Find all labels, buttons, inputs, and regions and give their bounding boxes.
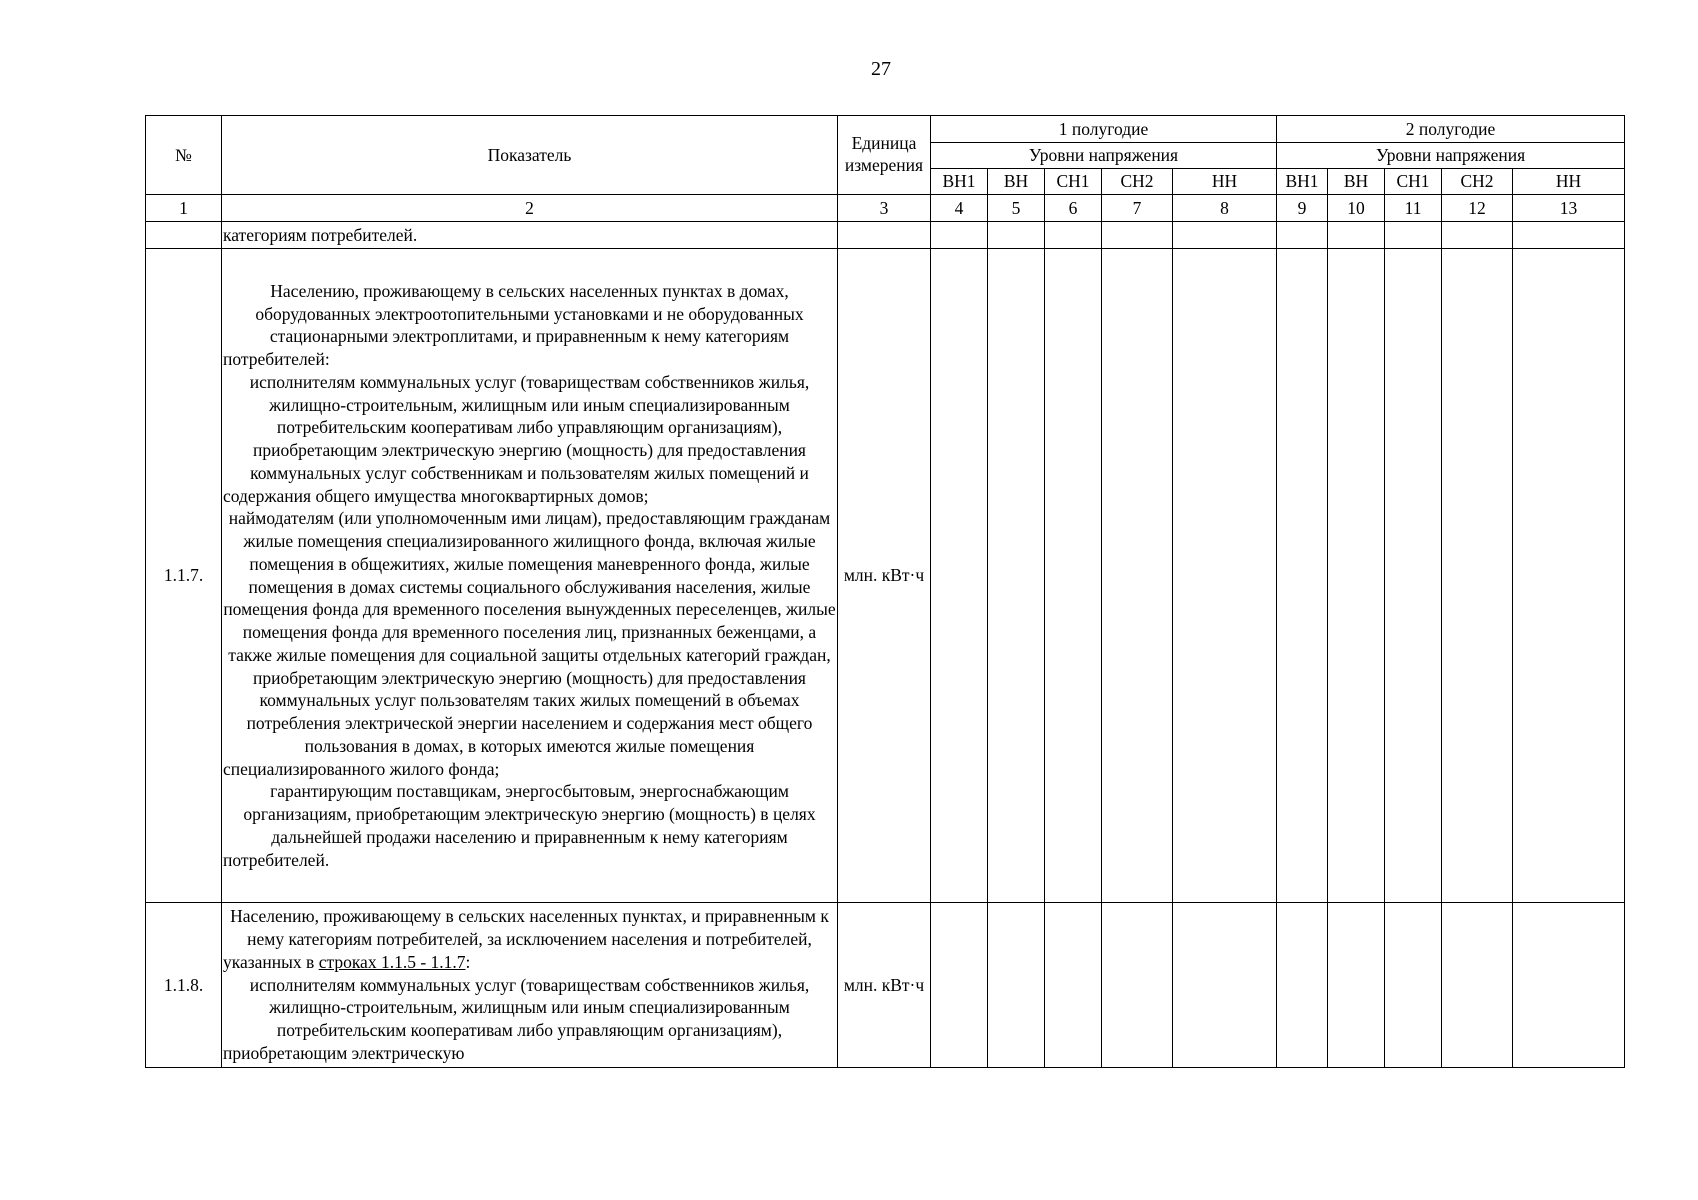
- value-cell: [1102, 222, 1173, 249]
- value-cell: [1045, 249, 1102, 903]
- row-unit: [838, 222, 931, 249]
- header-level-vn1-h2: ВН1: [1277, 169, 1328, 195]
- col-number: 10: [1328, 195, 1385, 222]
- row-number: 1.1.7.: [146, 249, 222, 903]
- value-cell: [1045, 903, 1102, 1068]
- header-half1: 1 полугодие: [931, 116, 1277, 143]
- value-cell: [1328, 903, 1385, 1068]
- table-row: [146, 903, 1625, 1068]
- row-unit: млн. кВт·ч: [838, 903, 931, 1068]
- table-row: [146, 249, 1625, 903]
- value-cell: [1102, 903, 1173, 1068]
- value-cell: [1513, 249, 1625, 903]
- col-number: 6: [1045, 195, 1102, 222]
- row-indicator-text: [222, 903, 838, 1068]
- row-indicator-text: [222, 249, 838, 903]
- header-level-sn1-h2: СН1: [1385, 169, 1442, 195]
- header-col-no: №: [146, 116, 222, 195]
- header-voltage-levels-half1: Уровни напряжения: [931, 143, 1277, 169]
- header-voltage-levels-half2: Уровни напряжения: [1277, 143, 1625, 169]
- indicator-paragraph: наймодателям (или уполномоченным ими лицам), предоставляющим гражданам жилые помещения специализированного жилищного фонда, включая жилые помещения в общежитиях, жилые помещения маневренного фонда, жилые помещения в домах системы социального обслуживания населения, жилые помещения фонда для временного поселения вынужденных переселенцев, жилые помещения фонда для временного поселения лиц, признанных беженцами, а также жилые помещения для социальной защиты отдельных категорий граждан, приобретающим электрическую энергию (мощность) для предоставления коммунальных услуг пользователям таких жилых помещений в объемах потребления электрической энергии населением и содержания мест общего пользования в домах, в которых имеются жилые помещения специализированного жилого фонда;: [223, 508, 836, 779]
- value-cell: [1328, 249, 1385, 903]
- col-number: 4: [931, 195, 988, 222]
- value-cell: [1277, 222, 1328, 249]
- col-number: 9: [1277, 195, 1328, 222]
- value-cell: [1513, 903, 1625, 1068]
- value-cell: [1385, 222, 1442, 249]
- header-level-sn1-h1: СН1: [1045, 169, 1102, 195]
- header-level-sn2-h1: СН2: [1102, 169, 1173, 195]
- value-cell: [1513, 222, 1625, 249]
- table-row: [146, 222, 1625, 249]
- header-level-nn-h2: НН: [1513, 169, 1625, 195]
- header-col-indicator: Показатель: [222, 116, 838, 195]
- tariff-table: [145, 115, 1625, 1068]
- header-level-vn-h1: ВН: [988, 169, 1045, 195]
- indicator-paragraph: исполнителям коммунальных услуг (товариществам собственников жилья, жилищно-строительным, жилищным или иным специализированным потребительским кооперативам либо управляющим организациям), приобретающим электрическую: [223, 974, 810, 1063]
- value-cell: [1277, 249, 1328, 903]
- col-number: 12: [1442, 195, 1513, 222]
- row-indicator-text: [222, 222, 838, 249]
- column-number-row: [146, 195, 1625, 222]
- value-cell: [1385, 903, 1442, 1068]
- col-number: 11: [1385, 195, 1442, 222]
- col-number: 7: [1102, 195, 1173, 222]
- row-number: [146, 222, 222, 249]
- col-number: 1: [146, 195, 222, 222]
- col-number: 2: [222, 195, 838, 222]
- value-cell: [1173, 249, 1277, 903]
- value-cell: [1173, 903, 1277, 1068]
- header-col-unit: Единица измерения: [838, 116, 931, 195]
- row-number: 1.1.8.: [146, 903, 222, 1068]
- indicator-intro-end: :: [465, 951, 471, 972]
- value-cell: [1045, 222, 1102, 249]
- value-cell: [1173, 222, 1277, 249]
- col-number: 5: [988, 195, 1045, 222]
- value-cell: [988, 249, 1045, 903]
- value-cell: [1385, 249, 1442, 903]
- value-cell: [931, 903, 988, 1068]
- page-number: 27: [871, 58, 891, 80]
- value-cell: [1328, 222, 1385, 249]
- value-cell: [988, 222, 1045, 249]
- header-level-nn-h1: НН: [1173, 169, 1277, 195]
- indicator-paragraph: Населению, проживающему в сельских населенных пунктах в домах, оборудованных электроотопительными установками и не оборудованных стационарными электроплитами, и приравненным к нему категориям потребителей:: [223, 280, 804, 369]
- header-level-sn2-h2: СН2: [1442, 169, 1513, 195]
- header-level-vn1-h1: ВН1: [931, 169, 988, 195]
- value-cell: [1442, 249, 1513, 903]
- indicator-paragraph: категориям потребителей.: [223, 224, 418, 245]
- col-number: 8: [1173, 195, 1277, 222]
- value-cell: [1442, 903, 1513, 1068]
- value-cell: [1442, 222, 1513, 249]
- row-unit: млн. кВт·ч: [838, 249, 931, 903]
- value-cell: [931, 222, 988, 249]
- rows-reference-link[interactable]: строках 1.1.5 - 1.1.7: [318, 951, 466, 972]
- header-half2: 2 полугодие: [1277, 116, 1625, 143]
- header-level-vn-h2: ВН: [1328, 169, 1385, 195]
- value-cell: [1102, 249, 1173, 903]
- indicator-intro: Населению, проживающему в сельских населенных пунктах, и приравненным к нему категориям потребителей, за исключением населения и потребителей, указанных в: [223, 906, 829, 972]
- indicator-paragraph: [223, 905, 836, 973]
- value-cell: [988, 903, 1045, 1068]
- col-number: 13: [1513, 195, 1625, 222]
- indicator-paragraph: исполнителям коммунальных услуг (товариществам собственников жилья, жилищно-строительным, жилищным или иным специализированным потребительским кооперативам либо управляющим организациям), приобретающим электрическую энергию (мощность) для предоставления коммунальных услуг собственникам и пользователям жилых помещений и содержания общего имущества многоквартирных домов;: [223, 371, 810, 506]
- indicator-paragraph: гарантирующим поставщикам, энергосбытовым, энергоснабжающим организациям, приобретающим электрическую энергию (мощность) в целях дальнейшей продажи населению и приравненным к нему категориям потребителей.: [223, 781, 816, 870]
- value-cell: [1277, 903, 1328, 1068]
- col-number: 3: [838, 195, 931, 222]
- value-cell: [931, 249, 988, 903]
